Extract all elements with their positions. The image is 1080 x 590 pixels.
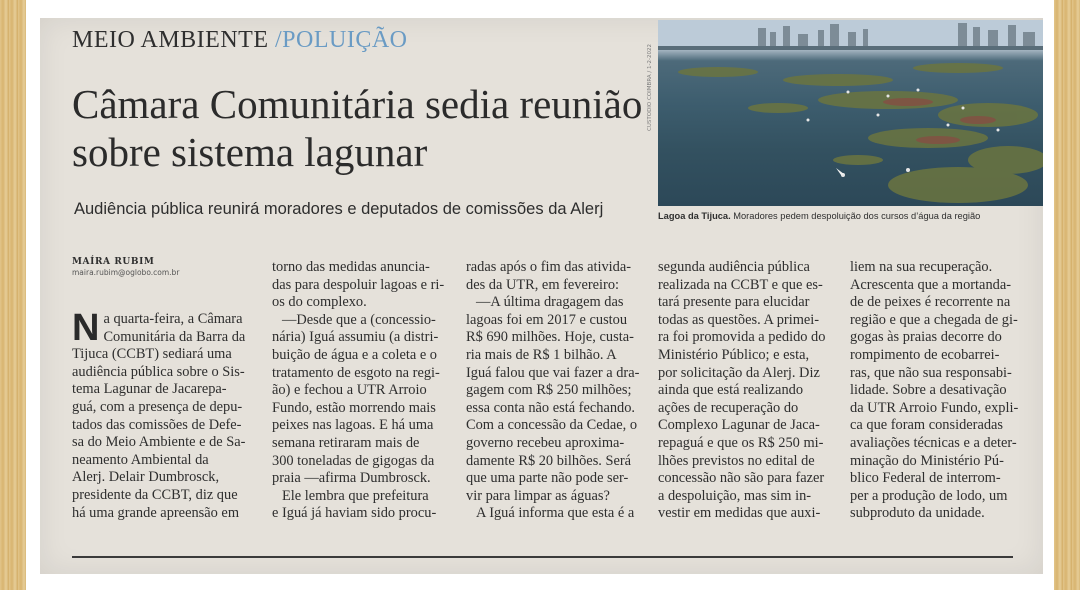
- newspaper-clipping: [40, 18, 1043, 574]
- column-line: tratamento de esgoto na regi-: [272, 364, 440, 381]
- column-line: segunda audiência pública: [658, 259, 810, 275]
- column-line: Ministério Público; e esta,: [658, 346, 810, 363]
- article-column-5: [850, 259, 1040, 523]
- column-line: a quarta-feira, a Câmara: [103, 311, 243, 327]
- column-line: semana retiraram mais de: [272, 434, 420, 451]
- column-line: ão) e fechou a UTR Arroio: [272, 382, 427, 399]
- column-line: praia —afirma Dumbrosck.: [272, 470, 431, 487]
- column-line: ra foi promovida a pedido do: [658, 329, 826, 346]
- wood-frame-right: [1054, 0, 1080, 590]
- column-line: torno das medidas anuncia-: [272, 259, 430, 275]
- section-name: MEIO AMBIENTE: [72, 27, 269, 53]
- column-line: lidade. Sobre a desativação: [850, 382, 1007, 399]
- column-line: de de peixes é recorrente na: [850, 294, 1011, 311]
- byline-author: MAÍRA RUBIM: [72, 257, 155, 267]
- column-line: todas as questões. A primei-: [658, 311, 820, 328]
- column-line: ca que foram consideradas: [850, 417, 1004, 434]
- drop-cap: N: [72, 307, 100, 349]
- article-column-1: [72, 307, 279, 522]
- column-line: Comunitária da Barra da: [103, 328, 246, 345]
- column-line: lagoas foi em 2017 e custou: [466, 311, 628, 328]
- column-line: Com a concessão da Cedae, o: [466, 417, 638, 434]
- column-line: liem na sua recuperação.: [850, 259, 993, 275]
- column-line: Complexo Lagunar de Jaca-: [658, 417, 820, 434]
- column-line: damente R$ 20 bilhões. Será: [466, 452, 632, 469]
- column-line: tados das comissões de Defe-: [72, 416, 242, 433]
- photo-credit: CUSTODIO COIMBRA / 1-2-2022: [647, 44, 653, 131]
- column-line: —Desde que a (concessio-: [282, 311, 436, 328]
- column-line: peixes nas lagoas. E há uma: [272, 417, 434, 434]
- column-line: realizada na CCBT e que es-: [658, 276, 823, 293]
- column-line: guá, com a presença de depu-: [72, 398, 243, 415]
- column-line: gagem com R$ 250 milhões;: [466, 382, 632, 399]
- column-line: região e que a chegada de gi-: [850, 311, 1018, 328]
- column-line: tará presente para elucidar: [658, 294, 810, 311]
- section-separator: /: [274, 27, 283, 53]
- section-label: [72, 27, 408, 54]
- column-line: os do complexo.: [272, 294, 367, 311]
- column-line: que uma parte não pode ser-: [466, 470, 629, 487]
- column-line: Tijuca (CCBT) sediará uma: [72, 346, 232, 363]
- subheadline: Audiência pública reunirá moradores e deputados de comissões da Alerj: [74, 200, 604, 218]
- lagoon-photo-illustration: [658, 20, 1043, 206]
- lagoon-photo: [658, 20, 1043, 206]
- column-line: Fundo, estão morrendo mais: [272, 399, 436, 416]
- wood-frame-left: [0, 0, 26, 590]
- column-line: ria mais de R$ 1 bilhão. A: [466, 346, 617, 363]
- column-line: Alerj. Delair Dumbrosck,: [72, 469, 220, 486]
- column-line: vir para limpar as águas?: [466, 487, 610, 504]
- column-line: governo recebeu aproxima-: [466, 434, 625, 451]
- column-line: audiência pública sobre o Sis-: [72, 363, 245, 380]
- column-line: minação do Ministério Pú-: [850, 452, 1004, 469]
- column-line: lhões previstos no edital de: [658, 452, 815, 469]
- column-line: a despoluição, mas sim in-: [658, 487, 812, 504]
- column-line: 300 toneladas de gigogas da: [272, 452, 435, 469]
- column-line: avaliações técnicas e a deter-: [850, 434, 1017, 451]
- column-line: vestir em medidas que auxi-: [658, 505, 821, 522]
- article-column-4: [658, 259, 848, 523]
- headline: Câmara Comunitária sedia reunião sobre sistema lagunar: [72, 81, 643, 175]
- column-line: sa do Meio Ambiente e de Sa-: [72, 434, 246, 451]
- byline-email: maira.rubim@oglobo.com.br: [72, 268, 180, 277]
- column-line: A Iguá informa que esta é a: [476, 505, 635, 522]
- column-line: —A última dragagem das: [476, 294, 624, 311]
- column-line: Ele lembra que prefeitura: [282, 487, 429, 504]
- column-line: nária) Iguá assumiu (a distri-: [272, 329, 439, 346]
- column-line: ações de recuperação do: [658, 399, 799, 416]
- column-line: essa conta não está fechando.: [466, 399, 636, 416]
- column-line: e Iguá já haviam sido procu-: [272, 505, 437, 522]
- column-line: ainda que está realizando: [658, 382, 804, 399]
- column-line: des da UTR, em fevereiro:: [466, 276, 620, 293]
- column-line: presidente da CCBT, diz que: [72, 486, 238, 503]
- column-line: por solicitação da Alerj. Diz: [658, 364, 820, 381]
- column-line: subproduto da unidade.: [850, 505, 985, 522]
- bottom-rule: [72, 556, 1013, 558]
- column-line: ras, que não sua responsabi-: [850, 364, 1012, 381]
- column-line: concessão não são para fazer: [658, 470, 825, 487]
- column-line: Iguá falou que vai fazer a dra-: [466, 364, 640, 381]
- column-line: gogas às praias decorre do: [850, 329, 1002, 346]
- column-line: per a produção de lodo, um: [850, 487, 1008, 504]
- photo-caption: [658, 211, 1043, 221]
- section-subname: POLUIÇÃO: [282, 27, 408, 53]
- column-line: R$ 690 milhões. Hoje, custa-: [466, 329, 634, 346]
- column-line: tema Lagunar de Jacarepa-: [72, 381, 227, 398]
- column-line: repaguá e que os R$ 250 mi-: [658, 434, 824, 451]
- column-line: radas após o fim das ativida-: [466, 259, 632, 275]
- column-line: da UTR Arroio Fundo, expli-: [850, 399, 1019, 416]
- article-column-3: [466, 259, 656, 523]
- column-line: das para despoluir lagoas e ri-: [272, 276, 445, 293]
- column-line: há uma grande apreensão em: [72, 504, 240, 521]
- column-line: blico Federal de interrom-: [850, 470, 1001, 487]
- column-line: Acrescenta que a mortanda-: [850, 276, 1012, 293]
- caption-location: Lagoa da Tijuca.: [658, 211, 731, 221]
- column-line: rompimento de ecobarrei-: [850, 346, 1000, 363]
- column-line: buição de água e a coleta e o: [272, 346, 438, 363]
- column-line: neamento Ambiental da: [72, 451, 209, 468]
- caption-text: Moradores pedem despoluição dos cursos d’água da região: [730, 211, 981, 221]
- article-column-2: [272, 259, 460, 523]
